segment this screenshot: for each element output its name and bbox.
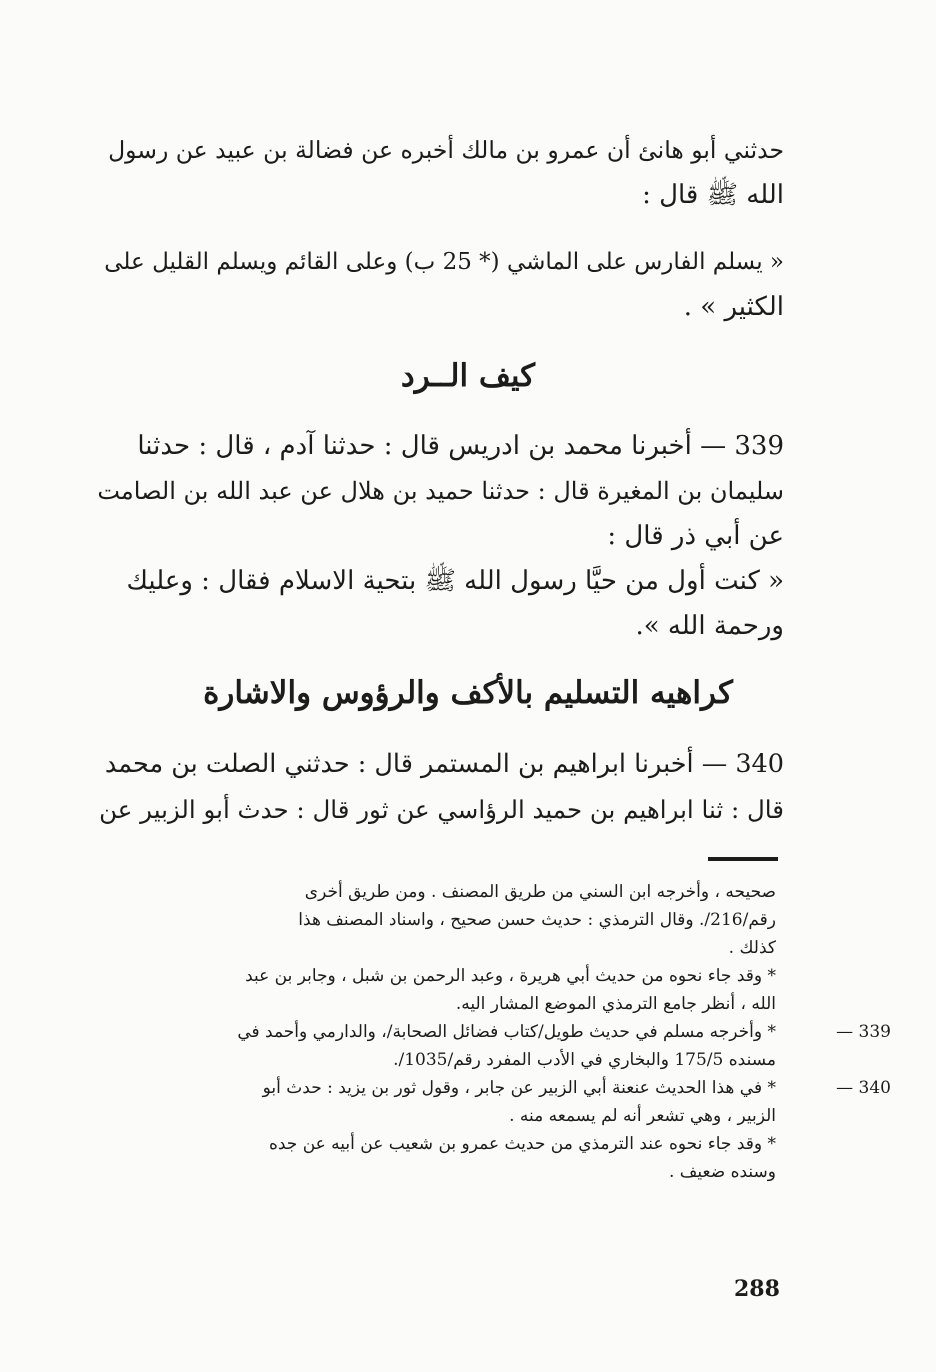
footnote-line: كذلك . [728, 938, 776, 958]
section-heading: كراهيه التسليم بالأكف والرؤوس والاشارة [203, 675, 733, 711]
footnote [96, 1018, 891, 1074]
text-line: الكثير » . [683, 292, 784, 322]
footnote-separator-rule [708, 857, 778, 861]
paragraph-quoted-hadith [96, 240, 784, 330]
footnote-line: رقم/216/. وقال الترمذي : حديث حسن صحيح ، واسناد المصنف هذا [298, 910, 776, 930]
text-line: ورحمة الله ». [635, 611, 784, 641]
footnotes [96, 878, 891, 1186]
footnote-line: * وأخرجه مسلم في حديث طويل/كتاب فضائل الصحابة/، والدارمي وأحمد في [237, 1022, 776, 1042]
text-line: عن أبي ذر قال : [607, 521, 784, 551]
section-heading: كيف الــرد [400, 358, 536, 394]
text-line: « كنت أول من حيَّا رسول الله ﷺ بتحية الاسلام فقال : وعليك [126, 566, 784, 596]
footnote [96, 1130, 776, 1186]
text-line: « يسلم الفارس على الماشي (* 25 ب) وعلى القائم ويسلم القليل على [104, 249, 784, 275]
footnote-number: 339 — [836, 1022, 891, 1042]
footnote-number: 340 — [836, 1078, 891, 1098]
text-line: حدثني أبو هانئ أن عمرو بن مالك أخبره عن فضالة بن عبيد عن رسول [108, 136, 784, 164]
paragraph-hadith-339 [96, 424, 784, 649]
footnote-line: الزبير ، وهي تشعر أنه لم يسمعه منه . [509, 1106, 776, 1126]
footnote-line: صحيحه ، وأخرجه ابن السني من طريق المصنف . ومن طريق أخرى [304, 882, 776, 902]
text-line: 339 — أخبرنا محمد بن ادريس قال : حدثنا آدم ، قال : حدثنا [137, 431, 784, 461]
text-line: قال : ثنا ابراهيم بن حميد الرؤاسي عن ثور قال : حدث أبو الزبير عن [99, 795, 784, 824]
text-line: سليمان بن المغيرة قال : حدثنا حميد بن هلال عن عبد الله بن الصامت [97, 477, 784, 505]
text-line: الله ﷺ قال : [642, 180, 784, 210]
footnote-line: وسنده ضعيف . [669, 1162, 776, 1182]
footnote-line: * في هذا الحديث عنعنة أبي الزبير عن جابر ، وقول ثور بن يزيد : حدث أبو [262, 1078, 776, 1098]
footnote-line: * وقد جاء نحوه عند الترمذي من حديث عمرو بن شعيب عن أبيه عن جده [268, 1134, 776, 1154]
text-line: 340 — أخبرنا ابراهيم بن المستمر قال : حدثني الصلت بن محمد [104, 749, 784, 779]
paragraph-hadith-340 [96, 742, 784, 832]
footnote [96, 878, 776, 962]
paragraph-hadith-continuation [96, 128, 784, 218]
footnote-line: الله ، أنظر جامع الترمذي الموضع المشار اليه. [455, 994, 776, 1014]
footnote-line: * وقد جاء نحوه من حديث أبي هريرة ، وعبد الرحمن بن شبل ، وجابر بن عبد [245, 966, 776, 986]
footnote [96, 1074, 891, 1130]
footnote [96, 962, 776, 1018]
page-number: 288 [734, 1276, 780, 1302]
footnote-line: مسنده 175/5 والبخاري في الأدب المفرد رقم/1035/. [393, 1050, 776, 1070]
